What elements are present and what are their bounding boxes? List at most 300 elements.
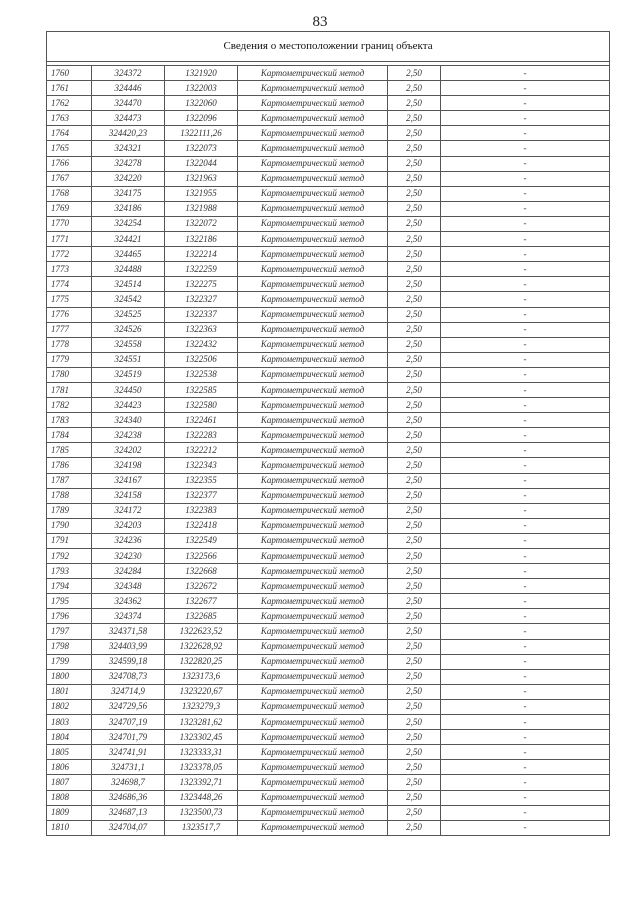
y-coordinate-cell: 1322820,25 xyxy=(165,654,238,669)
x-coordinate-cell: 324741,91 xyxy=(92,745,165,760)
y-coordinate-cell: 1322383 xyxy=(165,503,238,518)
tolerance-cell: 2,50 xyxy=(388,473,441,488)
point-number-cell: 1806 xyxy=(47,760,92,775)
point-number-cell: 1762 xyxy=(47,96,92,111)
y-coordinate-cell: 1322538 xyxy=(165,367,238,382)
boundary-coordinates-table xyxy=(46,31,610,836)
description-cell: - xyxy=(441,518,610,533)
method-cell: Картометрический метод xyxy=(238,564,388,579)
x-coordinate-cell: 324514 xyxy=(92,277,165,292)
method-cell: Картометрический метод xyxy=(238,518,388,533)
y-coordinate-cell: 1323378,05 xyxy=(165,760,238,775)
method-cell: Картометрический метод xyxy=(238,458,388,473)
tolerance-cell: 2,50 xyxy=(388,262,441,277)
y-coordinate-cell: 1322343 xyxy=(165,458,238,473)
x-coordinate-cell: 324348 xyxy=(92,579,165,594)
y-coordinate-cell: 1322337 xyxy=(165,307,238,322)
method-cell: Картометрический метод xyxy=(238,277,388,292)
method-cell: Картометрический метод xyxy=(238,594,388,609)
description-cell: - xyxy=(441,232,610,247)
description-cell: - xyxy=(441,443,610,458)
method-cell: Картометрический метод xyxy=(238,81,388,96)
description-cell: - xyxy=(441,549,610,564)
point-number-cell: 1795 xyxy=(47,594,92,609)
table-row xyxy=(47,805,610,820)
point-number-cell: 1793 xyxy=(47,564,92,579)
tolerance-cell: 2,50 xyxy=(388,413,441,428)
x-coordinate-cell: 324220 xyxy=(92,171,165,186)
method-cell: Картометрический метод xyxy=(238,292,388,307)
x-coordinate-cell: 324278 xyxy=(92,156,165,171)
tolerance-cell: 2,50 xyxy=(388,805,441,820)
table-row xyxy=(47,367,610,382)
tolerance-cell: 2,50 xyxy=(388,322,441,337)
y-coordinate-cell: 1322363 xyxy=(165,322,238,337)
description-cell: - xyxy=(441,367,610,382)
method-cell: Картометрический метод xyxy=(238,186,388,201)
x-coordinate-cell: 324175 xyxy=(92,186,165,201)
y-coordinate-cell: 1322585 xyxy=(165,382,238,397)
tolerance-cell: 2,50 xyxy=(388,96,441,111)
description-cell: - xyxy=(441,760,610,775)
description-cell: - xyxy=(441,322,610,337)
y-coordinate-cell: 1322111,26 xyxy=(165,126,238,141)
description-cell: - xyxy=(441,352,610,367)
y-coordinate-cell: 1322259 xyxy=(165,262,238,277)
tolerance-cell: 2,50 xyxy=(388,141,441,156)
description-cell: - xyxy=(441,337,610,352)
x-coordinate-cell: 324465 xyxy=(92,247,165,262)
y-coordinate-cell: 1321920 xyxy=(165,66,238,81)
tolerance-cell: 2,50 xyxy=(388,277,441,292)
point-number-cell: 1794 xyxy=(47,579,92,594)
description-cell: - xyxy=(441,488,610,503)
point-number-cell: 1792 xyxy=(47,549,92,564)
description-cell: - xyxy=(441,398,610,413)
description-cell: - xyxy=(441,277,610,292)
point-number-cell: 1763 xyxy=(47,111,92,126)
x-coordinate-cell: 324551 xyxy=(92,352,165,367)
method-cell: Картометрический метод xyxy=(238,398,388,413)
tolerance-cell: 2,50 xyxy=(388,518,441,533)
tolerance-cell: 2,50 xyxy=(388,156,441,171)
table-row xyxy=(47,503,610,518)
table-row xyxy=(47,337,610,352)
y-coordinate-cell: 1322060 xyxy=(165,96,238,111)
point-number-cell: 1791 xyxy=(47,533,92,548)
table-row xyxy=(47,307,610,322)
method-cell: Картометрический метод xyxy=(238,322,388,337)
x-coordinate-cell: 324708,73 xyxy=(92,669,165,684)
y-coordinate-cell: 1323281,62 xyxy=(165,715,238,730)
method-cell: Картометрический метод xyxy=(238,715,388,730)
x-coordinate-cell: 324403,99 xyxy=(92,639,165,654)
page-number: 83 xyxy=(312,14,328,30)
point-number-cell: 1770 xyxy=(47,216,92,231)
x-coordinate-cell: 324236 xyxy=(92,533,165,548)
description-cell: - xyxy=(441,171,610,186)
description-cell: - xyxy=(441,126,610,141)
y-coordinate-cell: 1322461 xyxy=(165,413,238,428)
point-number-cell: 1802 xyxy=(47,699,92,714)
table-row xyxy=(47,277,610,292)
table-row xyxy=(47,549,610,564)
table-row xyxy=(47,247,610,262)
method-cell: Картометрический метод xyxy=(238,111,388,126)
description-cell: - xyxy=(441,624,610,639)
point-number-cell: 1773 xyxy=(47,262,92,277)
point-number-cell: 1810 xyxy=(47,820,92,835)
description-cell: - xyxy=(441,820,610,835)
x-coordinate-cell: 324420,23 xyxy=(92,126,165,141)
tolerance-cell: 2,50 xyxy=(388,654,441,669)
table-row xyxy=(47,428,610,443)
x-coordinate-cell: 324202 xyxy=(92,443,165,458)
point-number-cell: 1803 xyxy=(47,715,92,730)
x-coordinate-cell: 324701,79 xyxy=(92,730,165,745)
tolerance-cell: 2,50 xyxy=(388,699,441,714)
method-cell: Картометрический метод xyxy=(238,201,388,216)
table-row xyxy=(47,322,610,337)
x-coordinate-cell: 324254 xyxy=(92,216,165,231)
table-row xyxy=(47,141,610,156)
table-row xyxy=(47,669,610,684)
table-title-row xyxy=(47,32,610,62)
y-coordinate-cell: 1322003 xyxy=(165,81,238,96)
method-cell: Картометрический метод xyxy=(238,126,388,141)
method-cell: Картометрический метод xyxy=(238,730,388,745)
table-row xyxy=(47,488,610,503)
tolerance-cell: 2,50 xyxy=(388,745,441,760)
description-cell: - xyxy=(441,805,610,820)
point-number-cell: 1798 xyxy=(47,639,92,654)
tolerance-cell: 2,50 xyxy=(388,201,441,216)
description-cell: - xyxy=(441,473,610,488)
x-coordinate-cell: 324704,07 xyxy=(92,820,165,835)
description-cell: - xyxy=(441,413,610,428)
method-cell: Картометрический метод xyxy=(238,382,388,397)
x-coordinate-cell: 324340 xyxy=(92,413,165,428)
x-coordinate-cell: 324519 xyxy=(92,367,165,382)
tolerance-cell: 2,50 xyxy=(388,337,441,352)
y-coordinate-cell: 1322214 xyxy=(165,247,238,262)
point-number-cell: 1772 xyxy=(47,247,92,262)
description-cell: - xyxy=(441,579,610,594)
description-cell: - xyxy=(441,533,610,548)
table-row xyxy=(47,775,610,790)
table-row xyxy=(47,262,610,277)
y-coordinate-cell: 1322628,92 xyxy=(165,639,238,654)
y-coordinate-cell: 1322283 xyxy=(165,428,238,443)
tolerance-cell: 2,50 xyxy=(388,66,441,81)
x-coordinate-cell: 324473 xyxy=(92,111,165,126)
tolerance-cell: 2,50 xyxy=(388,292,441,307)
description-cell: - xyxy=(441,96,610,111)
method-cell: Картометрический метод xyxy=(238,96,388,111)
x-coordinate-cell: 324470 xyxy=(92,96,165,111)
point-number-cell: 1785 xyxy=(47,443,92,458)
y-coordinate-cell: 1322506 xyxy=(165,352,238,367)
x-coordinate-cell: 324423 xyxy=(92,398,165,413)
method-cell: Картометрический метод xyxy=(238,805,388,820)
description-cell: - xyxy=(441,66,610,81)
method-cell: Картометрический метод xyxy=(238,790,388,805)
x-coordinate-cell: 324731,1 xyxy=(92,760,165,775)
x-coordinate-cell: 324446 xyxy=(92,81,165,96)
point-number-cell: 1776 xyxy=(47,307,92,322)
tolerance-cell: 2,50 xyxy=(388,216,441,231)
table-row xyxy=(47,171,610,186)
point-number-cell: 1778 xyxy=(47,337,92,352)
x-coordinate-cell: 324421 xyxy=(92,232,165,247)
tolerance-cell: 2,50 xyxy=(388,367,441,382)
table-row xyxy=(47,126,610,141)
point-number-cell: 1788 xyxy=(47,488,92,503)
point-number-cell: 1782 xyxy=(47,398,92,413)
y-coordinate-cell: 1322096 xyxy=(165,111,238,126)
table-row xyxy=(47,579,610,594)
x-coordinate-cell: 324450 xyxy=(92,382,165,397)
method-cell: Картометрический метод xyxy=(238,609,388,624)
point-number-cell: 1779 xyxy=(47,352,92,367)
method-cell: Картометрический метод xyxy=(238,775,388,790)
y-coordinate-cell: 1322275 xyxy=(165,277,238,292)
point-number-cell: 1761 xyxy=(47,81,92,96)
description-cell: - xyxy=(441,715,610,730)
table-row xyxy=(47,443,610,458)
y-coordinate-cell: 1323279,3 xyxy=(165,699,238,714)
table-row xyxy=(47,760,610,775)
description-cell: - xyxy=(441,262,610,277)
point-number-cell: 1760 xyxy=(47,66,92,81)
table-row xyxy=(47,624,610,639)
description-cell: - xyxy=(441,503,610,518)
description-cell: - xyxy=(441,307,610,322)
description-cell: - xyxy=(441,699,610,714)
table-row xyxy=(47,413,610,428)
x-coordinate-cell: 324372 xyxy=(92,66,165,81)
tolerance-cell: 2,50 xyxy=(388,247,441,262)
y-coordinate-cell: 1322623,52 xyxy=(165,624,238,639)
method-cell: Картометрический метод xyxy=(238,216,388,231)
x-coordinate-cell: 324284 xyxy=(92,564,165,579)
table-row xyxy=(47,232,610,247)
tolerance-cell: 2,50 xyxy=(388,126,441,141)
table-row xyxy=(47,684,610,699)
description-cell: - xyxy=(441,156,610,171)
x-coordinate-cell: 324729,56 xyxy=(92,699,165,714)
description-cell: - xyxy=(441,141,610,156)
table-row xyxy=(47,201,610,216)
table-row xyxy=(47,745,610,760)
method-cell: Картометрический метод xyxy=(238,473,388,488)
description-cell: - xyxy=(441,247,610,262)
y-coordinate-cell: 1322212 xyxy=(165,443,238,458)
point-number-cell: 1781 xyxy=(47,382,92,397)
y-coordinate-cell: 1322677 xyxy=(165,594,238,609)
x-coordinate-cell: 324525 xyxy=(92,307,165,322)
point-number-cell: 1787 xyxy=(47,473,92,488)
method-cell: Картометрический метод xyxy=(238,639,388,654)
point-number-cell: 1799 xyxy=(47,654,92,669)
point-number-cell: 1801 xyxy=(47,684,92,699)
x-coordinate-cell: 324321 xyxy=(92,141,165,156)
y-coordinate-cell: 1323173,6 xyxy=(165,669,238,684)
tolerance-cell: 2,50 xyxy=(388,428,441,443)
tolerance-cell: 2,50 xyxy=(388,352,441,367)
table-row xyxy=(47,533,610,548)
description-cell: - xyxy=(441,186,610,201)
point-number-cell: 1805 xyxy=(47,745,92,760)
method-cell: Картометрический метод xyxy=(238,699,388,714)
method-cell: Картометрический метод xyxy=(238,669,388,684)
description-cell: - xyxy=(441,639,610,654)
y-coordinate-cell: 1322668 xyxy=(165,564,238,579)
y-coordinate-cell: 1322377 xyxy=(165,488,238,503)
tolerance-cell: 2,50 xyxy=(388,232,441,247)
tolerance-cell: 2,50 xyxy=(388,820,441,835)
method-cell: Картометрический метод xyxy=(238,141,388,156)
x-coordinate-cell: 324488 xyxy=(92,262,165,277)
point-number-cell: 1771 xyxy=(47,232,92,247)
description-cell: - xyxy=(441,594,610,609)
description-cell: - xyxy=(441,745,610,760)
tolerance-cell: 2,50 xyxy=(388,594,441,609)
tolerance-cell: 2,50 xyxy=(388,715,441,730)
point-number-cell: 1769 xyxy=(47,201,92,216)
point-number-cell: 1780 xyxy=(47,367,92,382)
x-coordinate-cell: 324158 xyxy=(92,488,165,503)
description-cell: - xyxy=(441,684,610,699)
x-coordinate-cell: 324687,13 xyxy=(92,805,165,820)
point-number-cell: 1767 xyxy=(47,171,92,186)
tolerance-cell: 2,50 xyxy=(388,609,441,624)
table-row xyxy=(47,699,610,714)
method-cell: Картометрический метод xyxy=(238,367,388,382)
x-coordinate-cell: 324362 xyxy=(92,594,165,609)
table-row xyxy=(47,715,610,730)
y-coordinate-cell: 1322549 xyxy=(165,533,238,548)
method-cell: Картометрический метод xyxy=(238,307,388,322)
y-coordinate-cell: 1323448,26 xyxy=(165,790,238,805)
table-row xyxy=(47,382,610,397)
description-cell: - xyxy=(441,81,610,96)
tolerance-cell: 2,50 xyxy=(388,488,441,503)
method-cell: Картометрический метод xyxy=(238,549,388,564)
description-cell: - xyxy=(441,669,610,684)
tolerance-cell: 2,50 xyxy=(388,790,441,805)
method-cell: Картометрический метод xyxy=(238,820,388,835)
tolerance-cell: 2,50 xyxy=(388,775,441,790)
description-cell: - xyxy=(441,458,610,473)
method-cell: Картометрический метод xyxy=(238,443,388,458)
point-number-cell: 1809 xyxy=(47,805,92,820)
method-cell: Картометрический метод xyxy=(238,171,388,186)
method-cell: Картометрический метод xyxy=(238,156,388,171)
table-row xyxy=(47,730,610,745)
description-cell: - xyxy=(441,609,610,624)
point-number-cell: 1804 xyxy=(47,730,92,745)
x-coordinate-cell: 324203 xyxy=(92,518,165,533)
table-row xyxy=(47,81,610,96)
y-coordinate-cell: 1323302,45 xyxy=(165,730,238,745)
table-row xyxy=(47,156,610,171)
tolerance-cell: 2,50 xyxy=(388,171,441,186)
description-cell: - xyxy=(441,564,610,579)
description-cell: - xyxy=(441,790,610,805)
tolerance-cell: 2,50 xyxy=(388,503,441,518)
x-coordinate-cell: 324558 xyxy=(92,337,165,352)
point-number-cell: 1789 xyxy=(47,503,92,518)
table-row xyxy=(47,790,610,805)
method-cell: Картометрический метод xyxy=(238,488,388,503)
description-cell: - xyxy=(441,654,610,669)
y-coordinate-cell: 1323333,31 xyxy=(165,745,238,760)
point-number-cell: 1783 xyxy=(47,413,92,428)
point-number-cell: 1800 xyxy=(47,669,92,684)
tolerance-cell: 2,50 xyxy=(388,730,441,745)
y-coordinate-cell: 1322073 xyxy=(165,141,238,156)
y-coordinate-cell: 1322580 xyxy=(165,398,238,413)
method-cell: Картометрический метод xyxy=(238,262,388,277)
tolerance-cell: 2,50 xyxy=(388,760,441,775)
table-title: Сведения о местоположении границ объекта xyxy=(47,32,610,62)
method-cell: Картометрический метод xyxy=(238,428,388,443)
tolerance-cell: 2,50 xyxy=(388,669,441,684)
table-row xyxy=(47,820,610,835)
y-coordinate-cell: 1322186 xyxy=(165,232,238,247)
description-cell: - xyxy=(441,775,610,790)
y-coordinate-cell: 1322418 xyxy=(165,518,238,533)
point-number-cell: 1807 xyxy=(47,775,92,790)
point-number-cell: 1790 xyxy=(47,518,92,533)
description-cell: - xyxy=(441,201,610,216)
table-row xyxy=(47,458,610,473)
x-coordinate-cell: 324172 xyxy=(92,503,165,518)
table-row xyxy=(47,654,610,669)
x-coordinate-cell: 324599,18 xyxy=(92,654,165,669)
point-number-cell: 1768 xyxy=(47,186,92,201)
table-row xyxy=(47,292,610,307)
y-coordinate-cell: 1321955 xyxy=(165,186,238,201)
tolerance-cell: 2,50 xyxy=(388,398,441,413)
x-coordinate-cell: 324526 xyxy=(92,322,165,337)
table-row xyxy=(47,398,610,413)
tolerance-cell: 2,50 xyxy=(388,564,441,579)
table-row xyxy=(47,186,610,201)
y-coordinate-cell: 1322072 xyxy=(165,216,238,231)
method-cell: Картометрический метод xyxy=(238,684,388,699)
table-row xyxy=(47,352,610,367)
description-cell: - xyxy=(441,730,610,745)
x-coordinate-cell: 324167 xyxy=(92,473,165,488)
tolerance-cell: 2,50 xyxy=(388,186,441,201)
description-cell: - xyxy=(441,216,610,231)
method-cell: Картометрический метод xyxy=(238,247,388,262)
x-coordinate-cell: 324230 xyxy=(92,549,165,564)
table-row xyxy=(47,564,610,579)
y-coordinate-cell: 1323517,7 xyxy=(165,820,238,835)
point-number-cell: 1777 xyxy=(47,322,92,337)
x-coordinate-cell: 324698,7 xyxy=(92,775,165,790)
tolerance-cell: 2,50 xyxy=(388,111,441,126)
y-coordinate-cell: 1322327 xyxy=(165,292,238,307)
tolerance-cell: 2,50 xyxy=(388,458,441,473)
x-coordinate-cell: 324707,19 xyxy=(92,715,165,730)
tolerance-cell: 2,50 xyxy=(388,81,441,96)
tolerance-cell: 2,50 xyxy=(388,443,441,458)
table-row xyxy=(47,66,610,81)
